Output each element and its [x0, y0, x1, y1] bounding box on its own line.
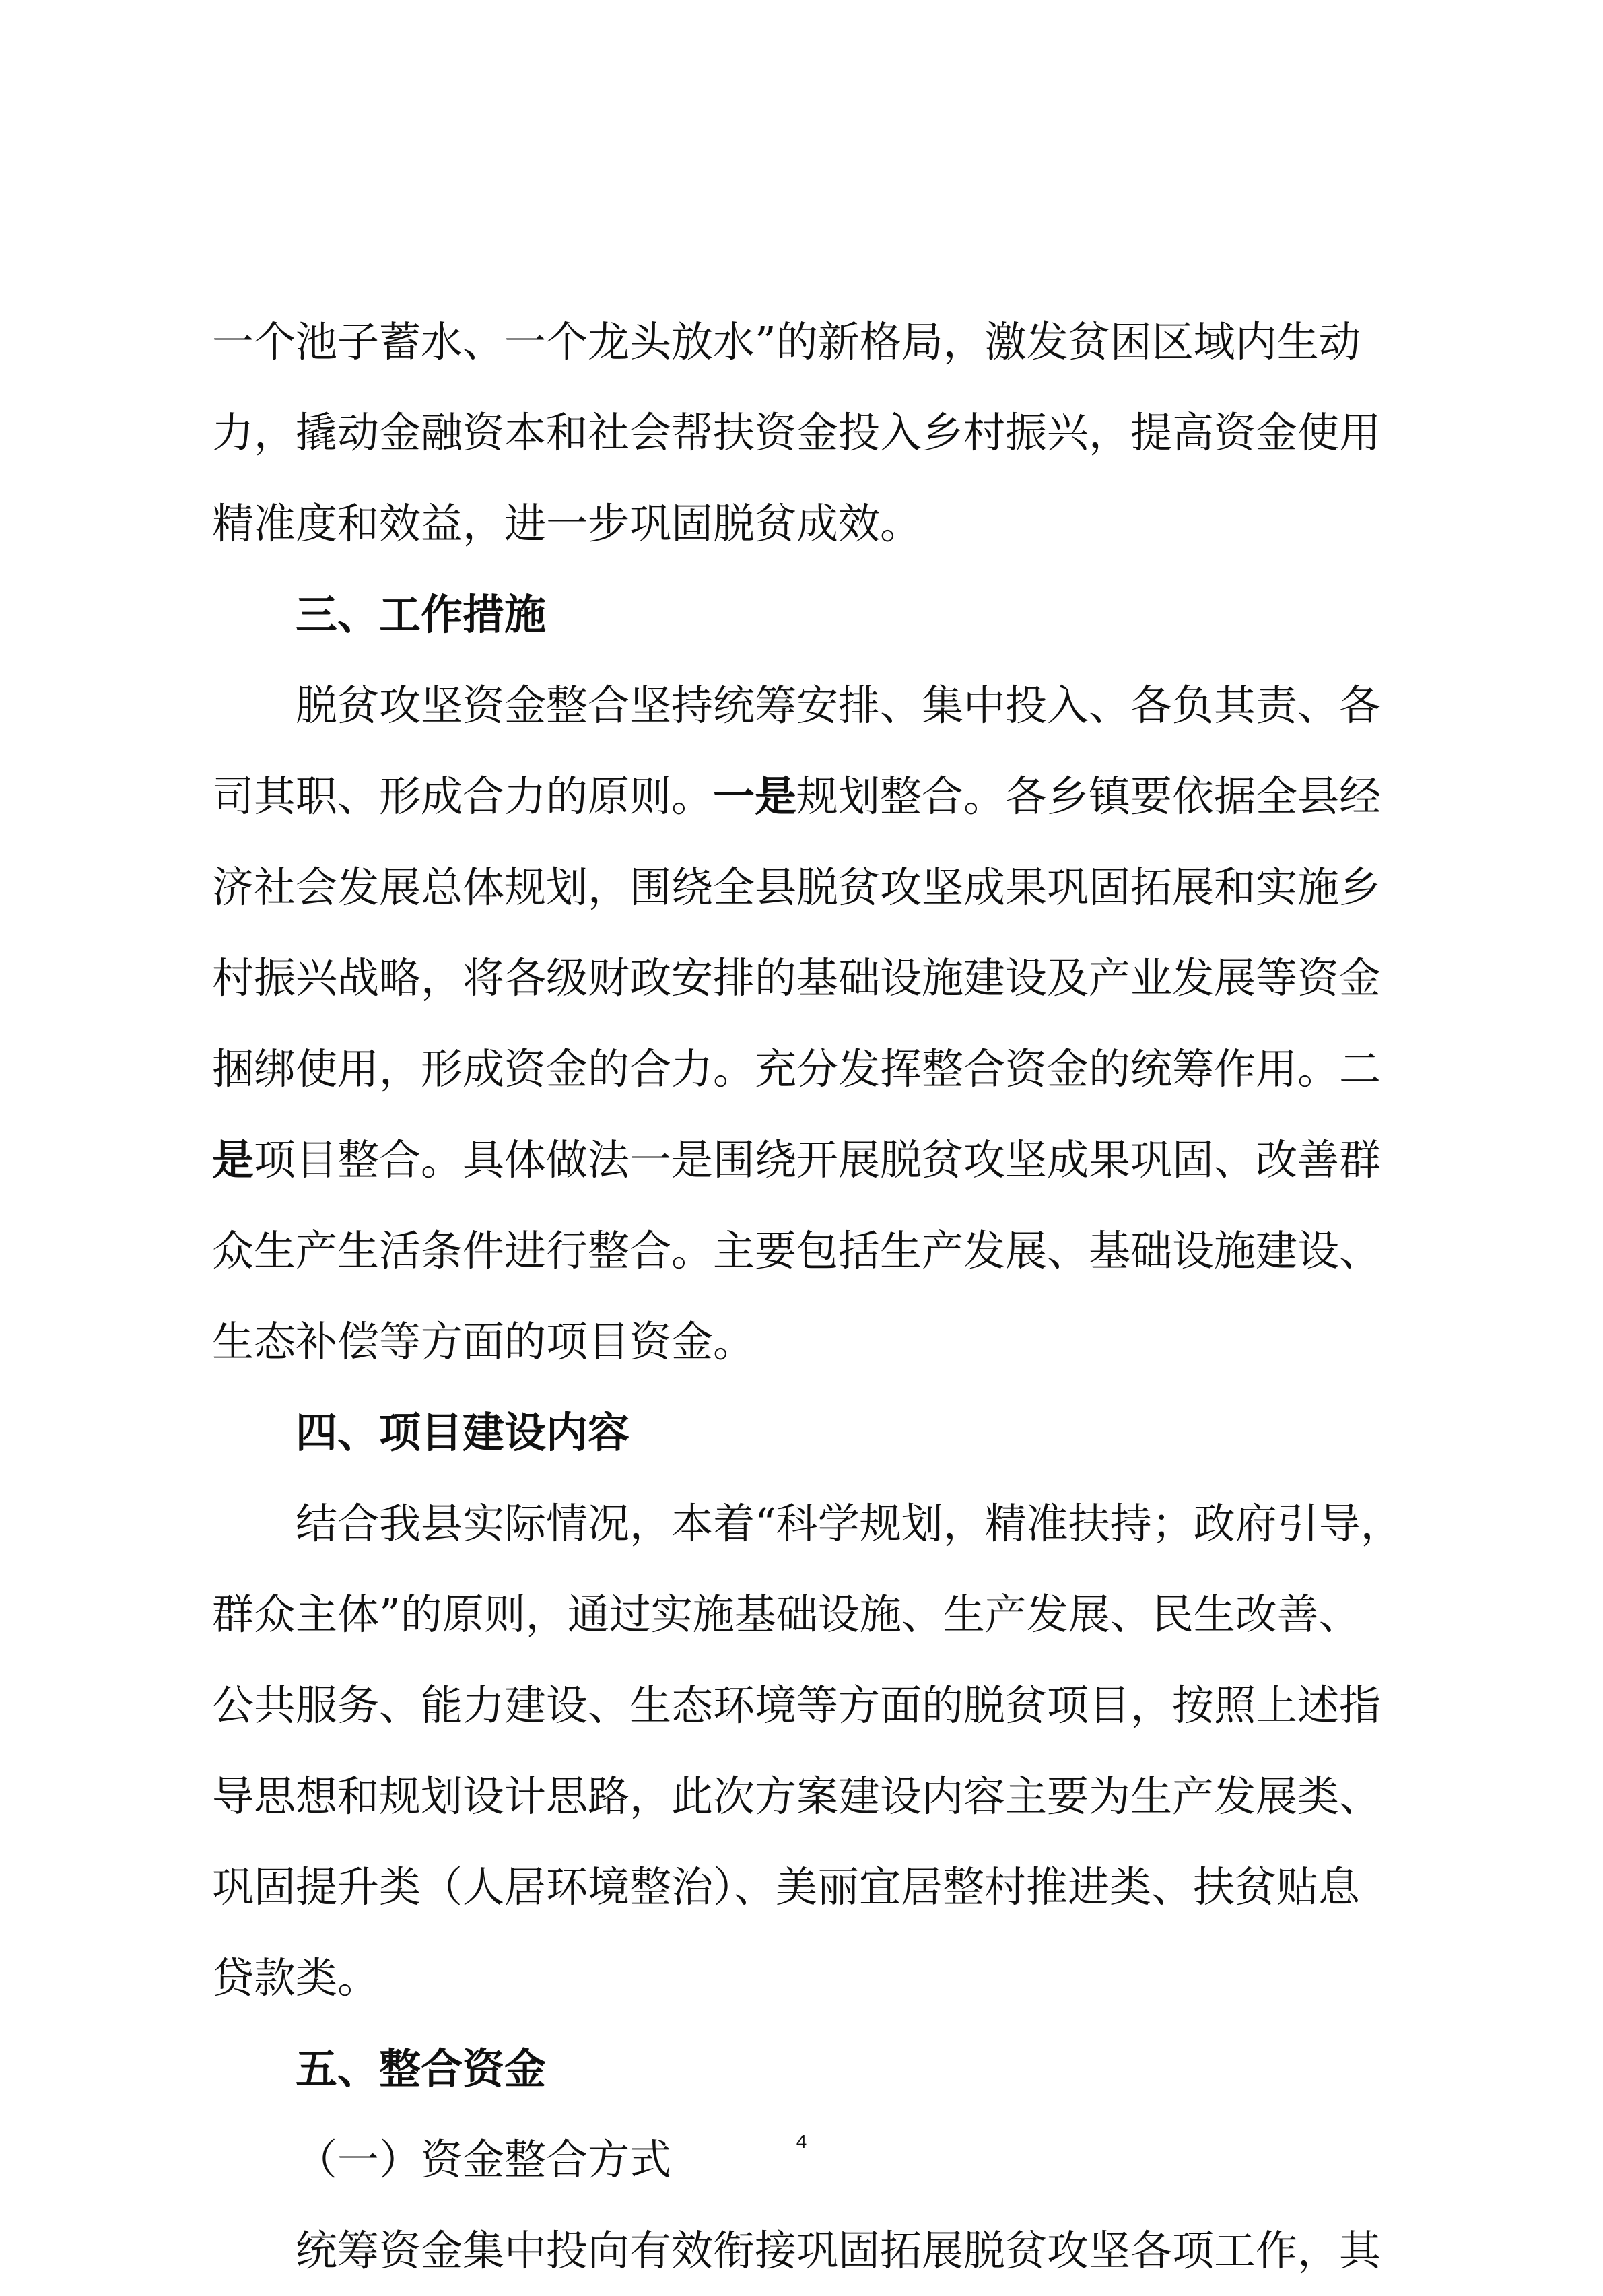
section-heading-3: 三、工作措施: [296, 590, 547, 639]
paragraph-line: [212, 1114, 1397, 1205]
emphasis-label: 是: [212, 1135, 254, 1184]
paragraph-line: 精准度和效益，进一步巩固脱贫成效。: [212, 499, 922, 548]
text-run: 项目整合。具体做法一是围绕开展脱贫攻坚成果巩固、改善群: [254, 1135, 1382, 1184]
section-heading-5: 五、整合资金: [296, 2044, 547, 2093]
paragraph-line: 巩固提升类（人居环境整治）、美丽宜居整村推进类、扶贫贴息: [212, 1862, 1361, 1912]
paragraph-line: 导思想和规划设计思路，此次方案建设内容主要为生产发展类、: [212, 1771, 1382, 1821]
paragraph-line: 群众主体”的原则，通过实施基础设施、生产发展、民生改善、: [212, 1590, 1361, 1639]
paragraph-line: 村振兴战略，将各级财政安排的基础设施建设及产业发展等资金: [212, 953, 1382, 1003]
emphasis-label: 一是: [713, 772, 797, 821]
paragraph-line: 脱贫攻坚资金整合坚持统筹安排、集中投入、各负其责、各: [296, 681, 1382, 730]
paragraph-line: 贷款类。: [212, 1953, 380, 2002]
text-run: 司其职、形成合力的原则。: [212, 772, 714, 821]
paragraph-line: 生态补偿等方面的项目资金。: [212, 1317, 755, 1366]
paragraph-line: 公共服务、能力建设、生态环境等方面的脱贫项目，按照上述指: [212, 1681, 1382, 1730]
paragraph-line: 统筹资金集中投向有效衔接巩固拓展脱贫攻坚各项工作，其: [296, 2226, 1382, 2275]
paragraph-line: 一个池子蓄水、一个龙头放水”的新格局，激发贫困区域内生动: [212, 317, 1361, 366]
paragraph-line: 结合我县实际情况，本着“科学规划，精准扶持；政府引导，: [296, 1499, 1402, 1548]
paragraph-line: 众生产生活条件进行整合。主要包括生产发展、基础设施建设、: [212, 1226, 1382, 1275]
page-number: 4: [796, 2131, 807, 2152]
text-run: 规划整合。各乡镇要依据全县经: [796, 772, 1382, 821]
section-heading-4: 四、项目建设内容: [296, 1408, 630, 1457]
paragraph-line: 捆绑使用，形成资金的合力。充分发挥整合资金的统筹作用。二: [212, 1044, 1382, 1093]
document-body: [212, 296, 1402, 2296]
paragraph-line: 济社会发展总体规划，围绕全县脱贫攻坚成果巩固拓展和实施乡: [212, 863, 1382, 912]
paragraph-line: [212, 751, 1397, 842]
subsection-heading: （一）资金整合方式: [296, 2135, 672, 2184]
paragraph-line: 力，撬动金融资本和社会帮扶资金投入乡村振兴，提高资金使用: [212, 408, 1382, 457]
